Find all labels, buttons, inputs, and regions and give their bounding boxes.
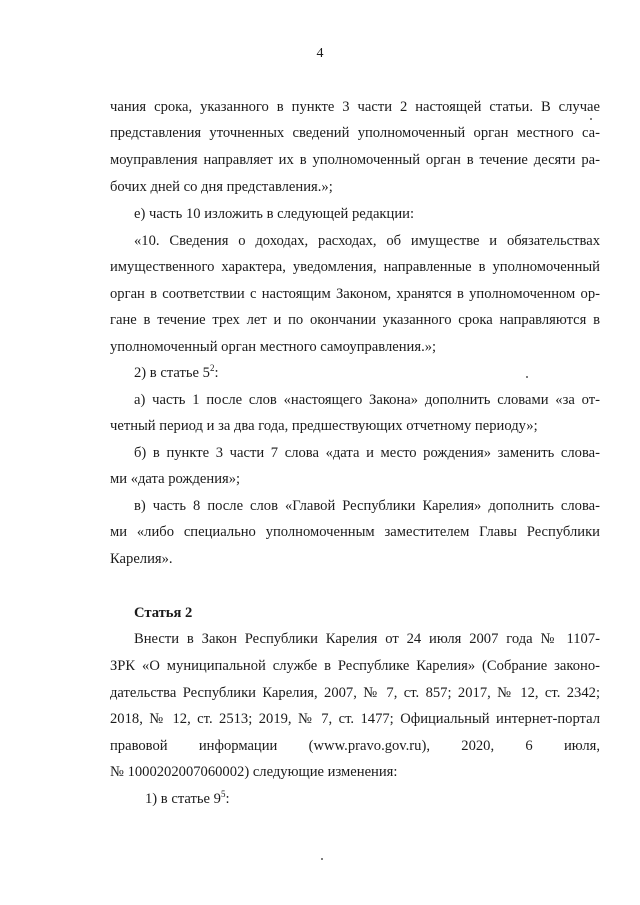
item-v-line: в) часть 8 после слов «Главой Республики Карелия» дополнить слова- [134,498,600,514]
article-2-item-1-text: 1) в статье 9 [145,791,221,807]
item-2-text: 2) в статье 5 [134,365,210,381]
item-b-line: ми «дата рождения»; [110,471,241,487]
scan-speck [321,858,323,860]
item-2 [134,364,600,382]
paragraph-line: моуправления направляет их в уполномоченный орган в течение десяти ра- [110,152,600,168]
article-2-line: 2018, № 12, ст. 2513; 2019, № 7, ст. 1477; Официальный интернет-портал [110,711,600,727]
article-2-line: Внести в Закон Республики Карелия от 24 июля 2007 года № 1107- [134,631,600,647]
article-2-line: ЗРК «О муниципальной службе в Республике Карелия» (Собрание законо- [110,658,600,674]
item-2-suffix: : [214,365,219,381]
article-2-heading: Статья 2 [134,605,193,621]
item-e: е) часть 10 изложить в следующей редакции: [134,206,415,222]
article-2-item-1-superscript: 5 [220,789,226,800]
quote-line: гане в течение трех лет и по окончании указанного срока направляются в [110,312,600,328]
article-2-line: № 1000202007060002) следующие изменения: [110,764,398,780]
paragraph-line: представления уточненных сведений уполномоченный орган местного са- [110,125,600,141]
quote-line: орган в соответствии с настоящим Законом, хранятся в уполномоченном ор- [110,286,600,302]
quote-line: уполномоченный орган местного самоуправления.»; [110,339,437,355]
scan-speck [590,118,592,120]
item-v-line: ми «либо специально уполномоченным заместителем Главы Республики [110,524,600,540]
item-2-superscript: 2 [209,363,215,374]
quote-line: имущественного характера, уведомления, направленные в уполномоченный [110,259,600,275]
paragraph-line: бочих дней со дня представления.»; [110,179,333,195]
item-a-line: четный период и за два года, предшествующих отчетному периоду»; [110,418,538,434]
item-a-line: а) часть 1 после слов «настоящего Закона» дополнить словами «за от- [134,392,600,408]
article-2-item-1 [145,790,611,808]
scan-speck [526,376,528,378]
article-2-line: правовой информации (www.pravo.gov.ru), 2020, 6 июля, [110,738,600,754]
quote-line: «10. Сведения о доходах, расходах, об имуществе и обязательствах [134,233,600,249]
article-2-line: дательства Республики Карелия, 2007, № 7, ст. 857; 2017, № 12, ст. 2342; [110,685,600,701]
paragraph-line: чания срока, указанного в пункте 3 части 2 настоящей статьи. В случае [110,99,600,115]
item-b-line: б) в пункте 3 части 7 слова «дата и место рождения» заменить слова- [134,445,600,461]
item-v-line: Карелия». [110,551,173,567]
page-number: 4 [316,46,324,61]
article-2-item-1-suffix: : [225,791,230,807]
